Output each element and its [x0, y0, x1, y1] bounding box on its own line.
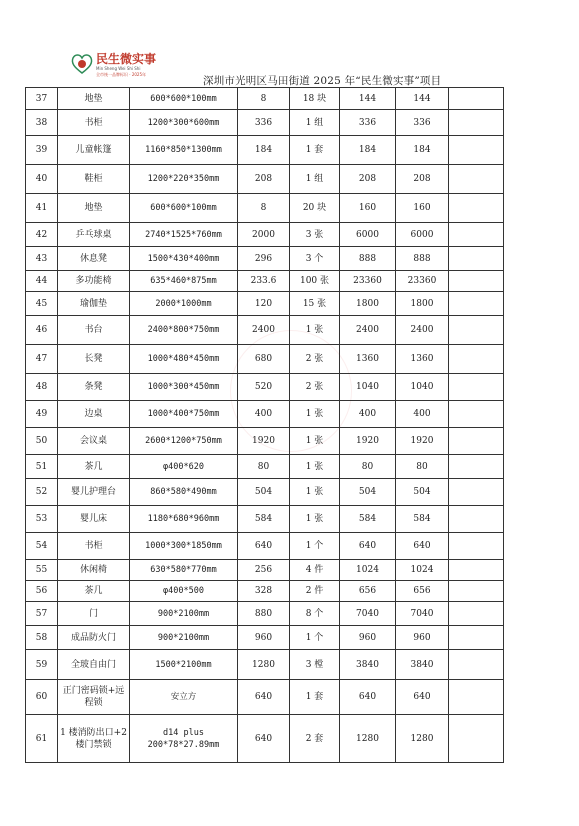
table-row — [26, 626, 504, 650]
cell-note — [449, 715, 504, 763]
cell-price: 120 — [238, 292, 290, 316]
cell-total: 184 — [340, 136, 396, 165]
cell-no: 59 — [26, 650, 58, 680]
table-row — [26, 374, 504, 401]
cell-spec: 1000*400*750mm — [130, 401, 238, 428]
table-row — [26, 680, 504, 715]
cell-no: 51 — [26, 455, 58, 479]
items-table — [25, 87, 504, 763]
cell-spec: 2600*1200*750mm — [130, 428, 238, 455]
cell-qty: 1 个 — [290, 533, 340, 560]
cell-price: 640 — [238, 715, 290, 763]
cell-amount: 23360 — [396, 271, 449, 292]
cell-name: 休闲椅 — [58, 560, 130, 581]
cell-total: 336 — [340, 110, 396, 136]
cell-price: 1280 — [238, 650, 290, 680]
cell-amount: 640 — [396, 680, 449, 715]
cell-spec: 安立方 — [130, 680, 238, 715]
cell-price: 208 — [238, 165, 290, 194]
cell-price: 2000 — [238, 223, 290, 247]
cell-spec: φ400*500 — [130, 581, 238, 602]
page-header-title: 深圳市光明区马田街道 2025 年“民生微实事”项目 — [203, 75, 442, 87]
cell-spec: 1000*300*1850mm — [130, 533, 238, 560]
cell-name: 婴儿床 — [58, 506, 130, 533]
cell-spec: 2740*1525*760mm — [130, 223, 238, 247]
cell-total: 3840 — [340, 650, 396, 680]
cell-name: 瑜伽垫 — [58, 292, 130, 316]
cell-name: 长凳 — [58, 345, 130, 374]
cell-amount: 208 — [396, 165, 449, 194]
cell-qty: 18 块 — [290, 88, 340, 110]
cell-spec: φ400*620 — [130, 455, 238, 479]
cell-no: 44 — [26, 271, 58, 292]
cell-qty: 1 张 — [290, 316, 340, 345]
brand-logo — [70, 50, 180, 82]
cell-no: 61 — [26, 715, 58, 763]
cell-total: 208 — [340, 165, 396, 194]
table-row — [26, 533, 504, 560]
cell-total: 1800 — [340, 292, 396, 316]
cell-note — [449, 316, 504, 345]
cell-total: 504 — [340, 479, 396, 506]
cell-no: 39 — [26, 136, 58, 165]
cell-price: 880 — [238, 602, 290, 626]
table-row — [26, 560, 504, 581]
cell-spec: 2400*800*750mm — [130, 316, 238, 345]
cell-total: 1024 — [340, 560, 396, 581]
cell-amount: 80 — [396, 455, 449, 479]
cell-total: 1040 — [340, 374, 396, 401]
cell-price: 584 — [238, 506, 290, 533]
cell-name: 书柜 — [58, 110, 130, 136]
cell-note — [449, 650, 504, 680]
table-row — [26, 401, 504, 428]
cell-no: 47 — [26, 345, 58, 374]
cell-note — [449, 292, 504, 316]
cell-note — [449, 247, 504, 271]
cell-price: 640 — [238, 680, 290, 715]
cell-price: 296 — [238, 247, 290, 271]
cell-price: 640 — [238, 533, 290, 560]
cell-note — [449, 680, 504, 715]
cell-qty: 20 块 — [290, 194, 340, 223]
cell-total: 656 — [340, 581, 396, 602]
cell-spec: 600*600*100mm — [130, 194, 238, 223]
cell-note — [449, 110, 504, 136]
table-row — [26, 316, 504, 345]
cell-qty: 4 件 — [290, 560, 340, 581]
table-row — [26, 506, 504, 533]
cell-qty: 3 张 — [290, 223, 340, 247]
cell-qty: 1 套 — [290, 136, 340, 165]
cell-amount: 640 — [396, 533, 449, 560]
cell-name: 正门密码锁+远程锁 — [58, 680, 130, 715]
cell-spec: 900*2100mm — [130, 626, 238, 650]
cell-note — [449, 88, 504, 110]
cell-name: 会议桌 — [58, 428, 130, 455]
cell-note — [449, 455, 504, 479]
cell-price: 960 — [238, 626, 290, 650]
cell-name: 1 楼消防出口+2 楼门禁锁 — [58, 715, 130, 763]
cell-qty: 1 张 — [290, 428, 340, 455]
cell-total: 144 — [340, 88, 396, 110]
heart-logo-icon — [70, 52, 94, 76]
cell-total: 1360 — [340, 345, 396, 374]
cell-note — [449, 626, 504, 650]
cell-amount: 1024 — [396, 560, 449, 581]
cell-amount: 2400 — [396, 316, 449, 345]
table-row — [26, 715, 504, 763]
cell-spec: 2000*1000mm — [130, 292, 238, 316]
cell-total: 888 — [340, 247, 396, 271]
cell-amount: 400 — [396, 401, 449, 428]
cell-no: 37 — [26, 88, 58, 110]
cell-no: 53 — [26, 506, 58, 533]
cell-price: 680 — [238, 345, 290, 374]
cell-total: 7040 — [340, 602, 396, 626]
cell-price: 233.6 — [238, 271, 290, 292]
cell-note — [449, 506, 504, 533]
cell-price: 2400 — [238, 316, 290, 345]
table-row — [26, 194, 504, 223]
cell-total: 6000 — [340, 223, 396, 247]
cell-amount: 504 — [396, 479, 449, 506]
cell-qty: 1 张 — [290, 479, 340, 506]
cell-name: 地垫 — [58, 88, 130, 110]
cell-name: 条凳 — [58, 374, 130, 401]
cell-qty: 8 个 — [290, 602, 340, 626]
table-row — [26, 581, 504, 602]
cell-note — [449, 560, 504, 581]
cell-name: 多功能椅 — [58, 271, 130, 292]
cell-total: 584 — [340, 506, 396, 533]
cell-total: 1920 — [340, 428, 396, 455]
table-row — [26, 223, 504, 247]
cell-qty: 2 张 — [290, 345, 340, 374]
cell-qty: 3 个 — [290, 247, 340, 271]
cell-note — [449, 581, 504, 602]
cell-qty: 1 组 — [290, 110, 340, 136]
cell-spec: 1500*430*400mm — [130, 247, 238, 271]
cell-no: 57 — [26, 602, 58, 626]
cell-spec: 1200*220*350mm — [130, 165, 238, 194]
table-row — [26, 345, 504, 374]
cell-amount: 960 — [396, 626, 449, 650]
cell-no: 43 — [26, 247, 58, 271]
table-row — [26, 428, 504, 455]
cell-spec: 1000*480*450mm — [130, 345, 238, 374]
cell-price: 504 — [238, 479, 290, 506]
cell-total: 2400 — [340, 316, 396, 345]
cell-name: 茶几 — [58, 455, 130, 479]
cell-note — [449, 345, 504, 374]
cell-name: 儿童帐篷 — [58, 136, 130, 165]
cell-spec: 1160*850*1300mm — [130, 136, 238, 165]
cell-price: 80 — [238, 455, 290, 479]
cell-no: 58 — [26, 626, 58, 650]
cell-note — [449, 271, 504, 292]
table-row — [26, 292, 504, 316]
cell-no: 38 — [26, 110, 58, 136]
cell-price: 328 — [238, 581, 290, 602]
cell-amount: 160 — [396, 194, 449, 223]
cell-spec: 600*600*100mm — [130, 88, 238, 110]
cell-no: 56 — [26, 581, 58, 602]
cell-name: 全玻自由门 — [58, 650, 130, 680]
cell-price: 256 — [238, 560, 290, 581]
cell-amount: 3840 — [396, 650, 449, 680]
cell-total: 400 — [340, 401, 396, 428]
cell-amount: 144 — [396, 88, 449, 110]
cell-qty: 1 张 — [290, 506, 340, 533]
cell-note — [449, 136, 504, 165]
cell-qty: 1 组 — [290, 165, 340, 194]
cell-qty: 15 张 — [290, 292, 340, 316]
cell-qty: 2 件 — [290, 581, 340, 602]
cell-note — [449, 194, 504, 223]
cell-price: 520 — [238, 374, 290, 401]
logo-subtitle: 全市统一品牌标识 · 2025年 — [96, 72, 146, 77]
table-row — [26, 650, 504, 680]
cell-spec: 860*580*490mm — [130, 479, 238, 506]
cell-amount: 656 — [396, 581, 449, 602]
cell-qty: 1 个 — [290, 626, 340, 650]
cell-amount: 1920 — [396, 428, 449, 455]
cell-amount: 6000 — [396, 223, 449, 247]
cell-total: 1280 — [340, 715, 396, 763]
cell-no: 50 — [26, 428, 58, 455]
cell-no: 49 — [26, 401, 58, 428]
cell-name: 茶几 — [58, 581, 130, 602]
cell-spec: 1200*300*600mm — [130, 110, 238, 136]
cell-qty: 1 张 — [290, 401, 340, 428]
cell-spec: 900*2100mm — [130, 602, 238, 626]
cell-qty: 2 套 — [290, 715, 340, 763]
cell-amount: 1360 — [396, 345, 449, 374]
cell-total: 160 — [340, 194, 396, 223]
cell-no: 54 — [26, 533, 58, 560]
cell-total: 960 — [340, 626, 396, 650]
cell-no: 46 — [26, 316, 58, 345]
cell-note — [449, 533, 504, 560]
cell-name: 地垫 — [58, 194, 130, 223]
cell-note — [449, 223, 504, 247]
cell-price: 8 — [238, 194, 290, 223]
table-row — [26, 136, 504, 165]
table-row — [26, 271, 504, 292]
cell-spec: 1500*2100mm — [130, 650, 238, 680]
table-row — [26, 110, 504, 136]
cell-name: 门 — [58, 602, 130, 626]
cell-amount: 336 — [396, 110, 449, 136]
cell-amount: 1280 — [396, 715, 449, 763]
cell-note — [449, 479, 504, 506]
cell-name: 婴儿护理台 — [58, 479, 130, 506]
cell-price: 1920 — [238, 428, 290, 455]
table-row — [26, 247, 504, 271]
table-row — [26, 88, 504, 110]
cell-amount: 7040 — [396, 602, 449, 626]
cell-spec: 1000*300*450mm — [130, 374, 238, 401]
cell-qty: 3 樘 — [290, 650, 340, 680]
cell-note — [449, 428, 504, 455]
cell-spec: 635*460*875mm — [130, 271, 238, 292]
cell-no: 55 — [26, 560, 58, 581]
cell-no: 40 — [26, 165, 58, 194]
cell-qty: 1 张 — [290, 455, 340, 479]
cell-name: 成品防火门 — [58, 626, 130, 650]
cell-spec: d14 plus 200*78*27.89mm — [130, 715, 238, 763]
cell-price: 8 — [238, 88, 290, 110]
cell-name: 鞋柜 — [58, 165, 130, 194]
cell-amount: 888 — [396, 247, 449, 271]
cell-note — [449, 602, 504, 626]
cell-price: 400 — [238, 401, 290, 428]
cell-total: 640 — [340, 680, 396, 715]
cell-total: 80 — [340, 455, 396, 479]
cell-no: 45 — [26, 292, 58, 316]
table-row — [26, 165, 504, 194]
cell-no: 41 — [26, 194, 58, 223]
table-row — [26, 479, 504, 506]
cell-name: 书台 — [58, 316, 130, 345]
cell-spec: 630*580*770mm — [130, 560, 238, 581]
cell-price: 336 — [238, 110, 290, 136]
cell-no: 42 — [26, 223, 58, 247]
cell-note — [449, 374, 504, 401]
cell-name: 书柜 — [58, 533, 130, 560]
cell-name: 边桌 — [58, 401, 130, 428]
table-row — [26, 455, 504, 479]
cell-no: 52 — [26, 479, 58, 506]
cell-note — [449, 165, 504, 194]
cell-no: 60 — [26, 680, 58, 715]
cell-amount: 1040 — [396, 374, 449, 401]
cell-qty: 2 张 — [290, 374, 340, 401]
cell-total: 640 — [340, 533, 396, 560]
cell-qty: 1 套 — [290, 680, 340, 715]
cell-note — [449, 401, 504, 428]
cell-spec: 1180*680*960mm — [130, 506, 238, 533]
table-row — [26, 602, 504, 626]
logo-title: 民生微实事 — [96, 52, 157, 66]
cell-price: 184 — [238, 136, 290, 165]
cell-total: 23360 — [340, 271, 396, 292]
cell-no: 48 — [26, 374, 58, 401]
cell-name: 乒乓球桌 — [58, 223, 130, 247]
cell-amount: 1800 — [396, 292, 449, 316]
logo-pinyin: Min Sheng Wei Shi Shi — [96, 66, 141, 71]
cell-amount: 584 — [396, 506, 449, 533]
cell-qty: 100 张 — [290, 271, 340, 292]
cell-name: 休息凳 — [58, 247, 130, 271]
cell-amount: 184 — [396, 136, 449, 165]
